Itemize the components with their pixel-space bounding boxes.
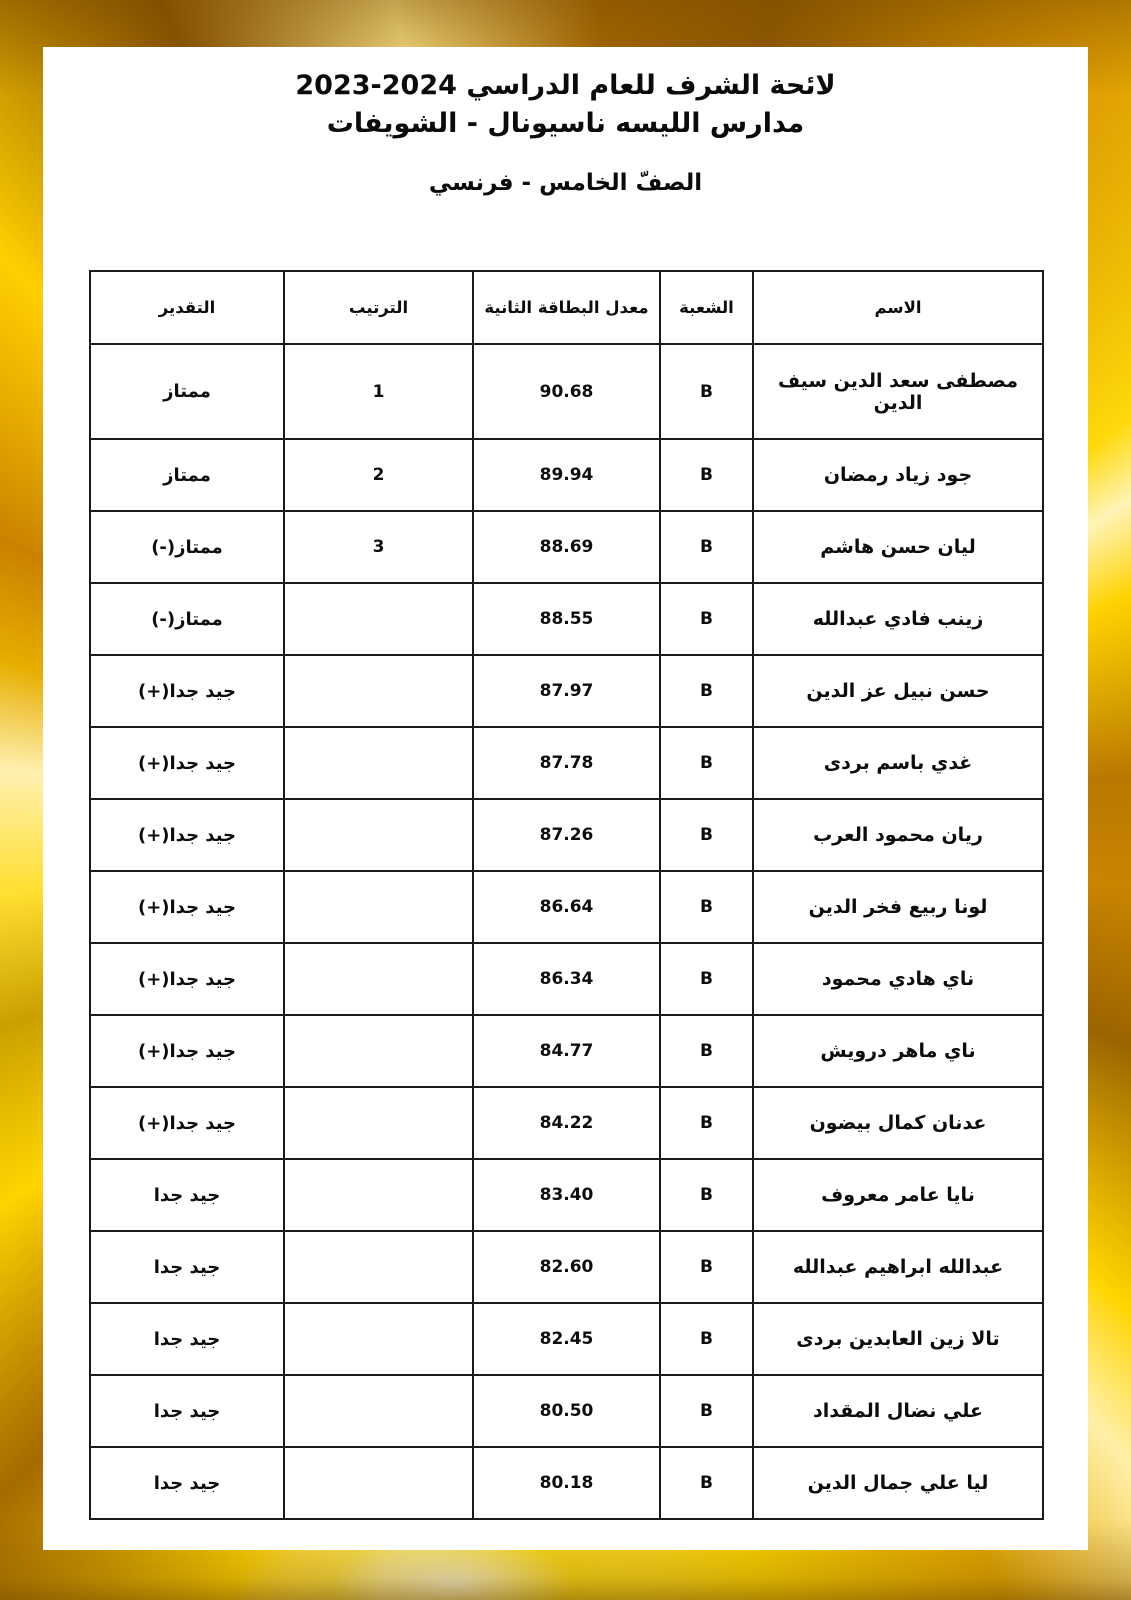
title-line-1: لائحة الشرف للعام الدراسي 2024-2023 xyxy=(295,70,836,101)
cell-section: B xyxy=(660,344,753,439)
table-row xyxy=(90,871,1043,943)
cell-average: 86.64 xyxy=(473,871,660,943)
cell-name: نايا عامر معروف xyxy=(753,1159,1043,1231)
cell-average: 80.18 xyxy=(473,1447,660,1519)
cell-rank xyxy=(284,1303,473,1375)
cell-grade: جيد جدا xyxy=(90,1303,284,1375)
cell-name: ليان حسن هاشم xyxy=(753,511,1043,583)
cell-name: حسن نبيل عز الدين xyxy=(753,655,1043,727)
class-subtitle: الصفّ الخامس - فرنسي xyxy=(428,169,703,196)
cell-section: B xyxy=(660,1447,753,1519)
results-table-body xyxy=(90,344,1043,1519)
header-section: الشعبة xyxy=(660,271,753,344)
cell-name: لونا ربيع فخر الدين xyxy=(753,871,1043,943)
table-row xyxy=(90,1375,1043,1447)
cell-average: 89.94 xyxy=(473,439,660,511)
cell-rank xyxy=(284,799,473,871)
cell-average: 83.40 xyxy=(473,1159,660,1231)
cell-rank xyxy=(284,583,473,655)
cell-name: تالا زين العابدين بردى xyxy=(753,1303,1043,1375)
cell-grade: جيد جدا xyxy=(90,1375,284,1447)
cell-name: جود زياد رمضان xyxy=(753,439,1043,511)
cell-rank: 2 xyxy=(284,439,473,511)
cell-average: 88.55 xyxy=(473,583,660,655)
cell-rank xyxy=(284,1447,473,1519)
cell-section: B xyxy=(660,583,753,655)
cell-rank xyxy=(284,727,473,799)
cell-rank xyxy=(284,943,473,1015)
cell-section: B xyxy=(660,1375,753,1447)
cell-rank xyxy=(284,1231,473,1303)
cell-grade: جيد جدا(+) xyxy=(90,1087,284,1159)
table-header-row xyxy=(90,271,1043,344)
cell-name: غدي باسم بردى xyxy=(753,727,1043,799)
table-row xyxy=(90,511,1043,583)
title-line-2: مدارس الليسه ناسيونال - الشويفات xyxy=(326,108,805,140)
cell-grade: ممتاز(-) xyxy=(90,583,284,655)
table-row xyxy=(90,1087,1043,1159)
table-row xyxy=(90,727,1043,799)
cell-section: B xyxy=(660,871,753,943)
cell-section: B xyxy=(660,511,753,583)
cell-average: 82.45 xyxy=(473,1303,660,1375)
header-name: الاسم xyxy=(753,271,1043,344)
cell-section: B xyxy=(660,1087,753,1159)
cell-average: 90.68 xyxy=(473,344,660,439)
cell-name: مصطفى سعد الدين سيف الدين xyxy=(753,344,1043,439)
cell-name: ليا علي جمال الدين xyxy=(753,1447,1043,1519)
cell-grade: جيد جدا xyxy=(90,1159,284,1231)
cell-average: 88.69 xyxy=(473,511,660,583)
cell-rank xyxy=(284,1375,473,1447)
table-row xyxy=(90,344,1043,439)
cell-grade: جيد جدا(+) xyxy=(90,943,284,1015)
table-row xyxy=(90,1447,1043,1519)
cell-grade: جيد جدا(+) xyxy=(90,655,284,727)
cell-average: 84.22 xyxy=(473,1087,660,1159)
cell-average: 82.60 xyxy=(473,1231,660,1303)
cell-section: B xyxy=(660,1231,753,1303)
honor-roll-table xyxy=(89,270,1044,1520)
cell-section: B xyxy=(660,727,753,799)
cell-section: B xyxy=(660,1303,753,1375)
cell-rank xyxy=(284,871,473,943)
document-header xyxy=(43,47,1088,196)
cell-rank xyxy=(284,1087,473,1159)
table-row xyxy=(90,1303,1043,1375)
cell-section: B xyxy=(660,943,753,1015)
cell-name: ريان محمود العرب xyxy=(753,799,1043,871)
table-row xyxy=(90,655,1043,727)
cell-rank xyxy=(284,655,473,727)
cell-name: زينب فادي عبدالله xyxy=(753,583,1043,655)
cell-average: 87.26 xyxy=(473,799,660,871)
header-rank: الترتيب xyxy=(284,271,473,344)
cell-average: 80.50 xyxy=(473,1375,660,1447)
table-row xyxy=(90,799,1043,871)
table-row xyxy=(90,439,1043,511)
cell-name: عدنان كمال بيضون xyxy=(753,1087,1043,1159)
cell-average: 87.97 xyxy=(473,655,660,727)
cell-grade: جيد جدا(+) xyxy=(90,727,284,799)
cell-name: علي نضال المقداد xyxy=(753,1375,1043,1447)
cell-section: B xyxy=(660,439,753,511)
cell-average: 86.34 xyxy=(473,943,660,1015)
cell-section: B xyxy=(660,1015,753,1087)
cell-grade: ممتاز xyxy=(90,344,284,439)
header-average: معدل البطاقة الثانية xyxy=(473,271,660,344)
cell-rank: 1 xyxy=(284,344,473,439)
cell-section: B xyxy=(660,655,753,727)
cell-name: ناي هادي محمود xyxy=(753,943,1043,1015)
document-panel xyxy=(43,47,1088,1550)
cell-rank: 3 xyxy=(284,511,473,583)
cell-grade: ممتاز xyxy=(90,439,284,511)
table-row xyxy=(90,943,1043,1015)
cell-name: عبدالله ابراهيم عبدالله xyxy=(753,1231,1043,1303)
cell-grade: جيد جدا xyxy=(90,1231,284,1303)
cell-grade: ممتاز(-) xyxy=(90,511,284,583)
cell-grade: جيد جدا(+) xyxy=(90,1015,284,1087)
table-row xyxy=(90,1231,1043,1303)
cell-section: B xyxy=(660,1159,753,1231)
cell-grade: جيد جدا xyxy=(90,1447,284,1519)
cell-rank xyxy=(284,1159,473,1231)
cell-section: B xyxy=(660,799,753,871)
cell-grade: جيد جدا(+) xyxy=(90,799,284,871)
cell-name: ناي ماهر درويش xyxy=(753,1015,1043,1087)
table-row xyxy=(90,1015,1043,1087)
cell-average: 87.78 xyxy=(473,727,660,799)
header-grade: التقدير xyxy=(90,271,284,344)
cell-rank xyxy=(284,1015,473,1087)
table-row xyxy=(90,583,1043,655)
table-row xyxy=(90,1159,1043,1231)
cell-grade: جيد جدا(+) xyxy=(90,871,284,943)
cell-average: 84.77 xyxy=(473,1015,660,1087)
